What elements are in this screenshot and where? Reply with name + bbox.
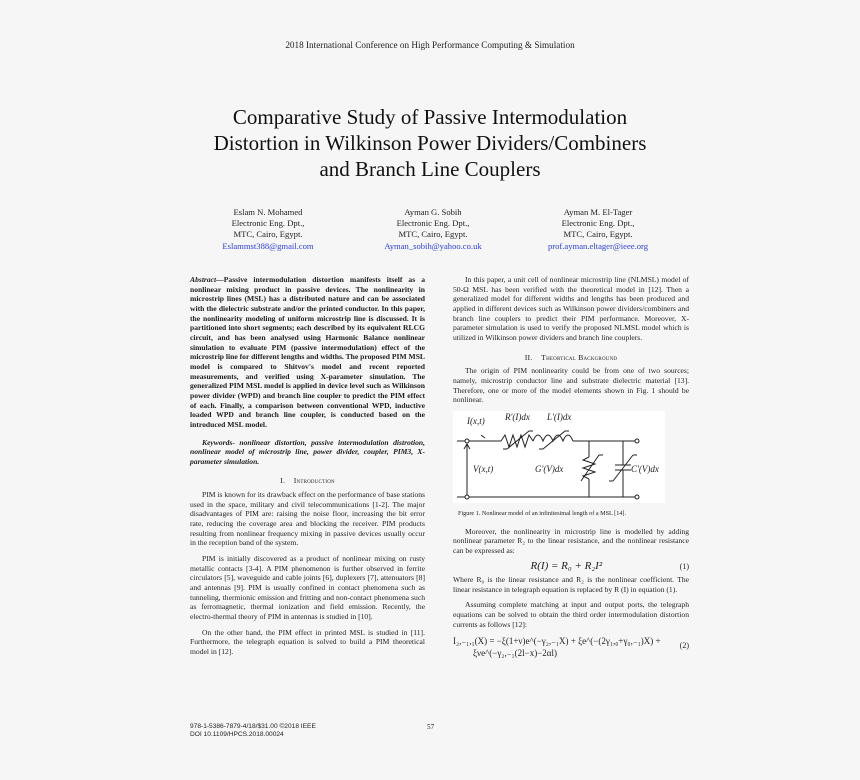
abstract-text: Passive intermodulation distortion manifests itself as a nonlinear mixing product in passive devices. The nonlinearity in microstrip lines (MSL) has a distributed nature and can be associated with the dielectric substrate and/or the printed conductor. In this paper, the nonlinearity modeling of uniform microstrip line is discussed. It is partitioned into short segments; each described by its equivalent RLCG circuit, and has been analysed using Harmonic Balance nonlinear simulation to evaluate PIM (passive intermodulation) effect of the microstrip line for different lengths and widths. The proposed PIM MSL model is compared to Shitvov's model and recent reported measurements, and verified using X-parameter simulation. The generalized PIM MSL model is applied in device level such as Wilkinson power divider (WPD) and branch line coupler to predict the PIM effect of each. Finally, a comparison between conventional WPD, inductive loaded WPD and branch line coupler, is conducted based on the introduced MSL model. (190, 275, 425, 429)
section-heading-introduction (190, 476, 425, 486)
author-affil: MTC, Cairo, Egypt. (563, 229, 633, 240)
equation-1 (453, 559, 689, 572)
abstract (190, 275, 425, 430)
figure-label-capacitor: C'(V)dx (631, 463, 659, 474)
footer-copyright (190, 723, 316, 740)
paragraph: Where R₀ is the linear resistance and R₂ is the nonlinear coefficient. The linear resistance in telegraph equation is replaced by R (I) in equation (1). (453, 575, 689, 594)
author-email-link[interactable]: prof.ayman.eltager@ieee.org (547, 240, 649, 251)
equation-2 (453, 635, 689, 659)
author-dept: Electronic Eng. Dpt., (396, 218, 470, 229)
author-affil: MTC, Cairo, Egypt. (233, 229, 303, 240)
section-title: Theortical Background (541, 352, 618, 362)
section-title: Introduction (293, 476, 335, 486)
section-number: I. (280, 476, 286, 486)
equation-number: (2) (679, 641, 689, 651)
title-line-2: Distortion in Wilkinson Power Dividers/Combiners (213, 131, 647, 155)
title-line-1: Comparative Study of Passive Intermodulation (232, 105, 628, 129)
figure-label-current: I(x,t) (467, 415, 485, 426)
figure-label-inductor: L'(I)dx (547, 411, 572, 422)
author-affil: MTC, Cairo, Egypt. (398, 229, 468, 240)
paragraph: On the other hand, the PIM effect in printed MSL is studied in [11]. Furthermore, the telegraph equation is solved to build a PIM theoretical model in [12]. (190, 627, 425, 656)
author-block (188, 207, 678, 252)
right-column (453, 275, 689, 659)
figure-label-conductance: G'(V)dx (535, 463, 564, 474)
figure-label-voltage: V(x,t) (473, 463, 494, 474)
author-2 (353, 207, 513, 252)
section-number: II. (524, 352, 533, 362)
paragraph: The origin of PIM nonlinearity could be from one of two sources; namely, microstrip conductor line and substrate dielectric material [13]. Therefore, one or more of the model elements shown in Fig. 1 should be nonlinear. (453, 366, 689, 405)
paragraph: PIM is initially discovered as a product of nonlinear mixing on rusty metallic contacts [3-4]. A PIM phenomenon is further observed in ferrite circulators [5], waveguide and cable joints [6], duplexers [7], attenuators [8] and antennas [9]. PIM is usually confined in contact phenomena such as tunneling, thermionic emission and fritting and non-contact phenomena such as ferromagnetic, thermal ionization and field emission. Recently, the electro-thermal theory of PIM in antennas is studied in [10]. (190, 554, 425, 621)
section-heading-background (453, 353, 689, 363)
left-column (190, 275, 425, 663)
author-email-link[interactable]: Ayman_sobih@yahoo.co.uk (384, 240, 482, 251)
figure-1-circuit-diagram (453, 411, 665, 503)
author-name: Ayman M. El-Tager (563, 207, 633, 217)
figure-caption: Figure 1. Nonlinear model of an infinitesimal length of a MSL [14]. (458, 509, 627, 517)
equation-line: ξνe^(−γ₂,₋₁(2l−x)−2αl) (473, 648, 557, 659)
author-3 (518, 207, 678, 252)
footer-isbn: 978-1-5386-7879-4/18/$31.00 ©2018 IEEE (190, 723, 316, 730)
author-dept: Electronic Eng. Dpt., (231, 218, 305, 229)
keywords: Keywords- nonlinear distortion, passive intermodulation distrotion, nonlinear model of microstrip line, power divider, coupler, PIM3, X-parameter simulation. (190, 437, 425, 466)
conference-header: 2018 International Conference on High Performance Computing & Simulation (285, 40, 575, 50)
paragraph: Assuming complete matching at input and output ports, the telegraph equations can be solved to obtain the third order intermodulation distortion currents as follows [12]: (453, 600, 689, 629)
author-name: Eslam N. Mohamed (233, 207, 303, 217)
paragraph: PIM is known for its drawback effect on the performance of base stations used in the space, military and civil telecommunications [1-2]. The major disadvantages of PIM are: raising the noise floor, increasing the bit error rate, reducing the coverage area and blocking the receiver. PIM products resulting from nonlinear frequency mixing in passive devices usually occur in the reception band of the system. (190, 490, 425, 548)
paragraph: In this paper, a unit cell of nonlinear microstrip line (NLMSL) model of 50-Ω MSL has been verified with the theoretical model in [12]. Then a generalized model for different widths and lengths has been produced and applied in different devices such as Wilkinson power dividers/combiners and branch line couplers to predict their PIM performance. Moreover, X-parameter simulation is used to verify the proposed NLMSL model which is utilized in Wilkinson power dividers and branch line couplers. (453, 275, 689, 342)
paper-title (0, 104, 860, 182)
page-number: 57 (427, 723, 435, 731)
author-name: Ayman G. Sobih (404, 207, 462, 217)
paragraph: Moreover, the nonlinearity in microstrip line is modelled by adding nonlinear parameter R₂ to the linear resistance, and the nonlinear resistance can be expressed as: (453, 526, 689, 555)
abstract-label: Abstract— (190, 275, 224, 284)
title-line-3: and Branch Line Couplers (319, 157, 541, 181)
author-dept: Electronic Eng. Dpt., (561, 218, 635, 229)
author-email-link[interactable]: Eslammst388@gmail.com (222, 240, 314, 251)
equation-body: R(I) = R₀ + R₂I² (530, 559, 603, 572)
equation-body (453, 635, 661, 659)
figure-label-resistor: R'(I)dx (505, 411, 530, 422)
equation-number: (1) (679, 561, 689, 571)
author-1 (188, 207, 348, 252)
footer-doi: DOI 10.1109/HPCS.2018.00024 (190, 731, 284, 739)
equation-line: I₂,₋₁,₁(X) = −ξ(1+ν)e^(−γ₂,₋₁X) + ξe^(−(2γ₁,₀+γ₀,₋₁)X) + (453, 636, 661, 647)
